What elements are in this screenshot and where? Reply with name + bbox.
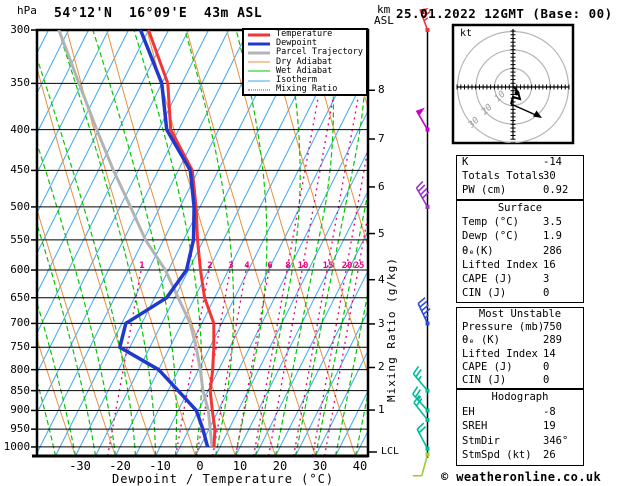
stat-label: CAPE (J) <box>462 273 513 286</box>
stat-label: StmDir <box>462 434 500 447</box>
stat-row <box>457 170 583 184</box>
panel-hodograph-stats <box>456 389 584 466</box>
pressure-tick-label: 500 <box>10 199 31 213</box>
stat-value: 3 <box>543 273 550 286</box>
wind-level-dot <box>426 408 430 412</box>
pressure-unit-label: hPa <box>17 4 37 17</box>
stat-label: SREH <box>462 420 488 433</box>
wind-level-dot <box>426 389 430 393</box>
stat-label: CIN (J) <box>462 374 507 387</box>
km-tick-label: 7 <box>378 132 385 146</box>
stat-row <box>457 434 583 449</box>
panel-title: Surface <box>497 202 543 214</box>
mixing-ratio-tick-label: 6 <box>267 261 273 271</box>
stat-label: Lifted Index <box>462 347 538 360</box>
x-axis-title: Dewpoint / Temperature (°C) <box>112 472 335 486</box>
wind-level-dot <box>426 447 430 451</box>
legend-item <box>244 85 366 94</box>
stat-value: 26 <box>543 449 556 462</box>
copyright: © weatheronline.co.uk <box>441 470 602 484</box>
panel-title: Most Unstable <box>478 308 562 320</box>
temp-tick-label: 30 <box>312 459 328 473</box>
km-tick-label: 2 <box>378 360 385 374</box>
pressure-tick-label: 750 <box>10 340 31 354</box>
legend-line-sample <box>248 51 270 54</box>
wind-barb <box>418 298 430 326</box>
legend-line-sample <box>248 42 270 45</box>
pressure-tick-label: 900 <box>10 403 31 417</box>
stat-label: CAPE (J) <box>462 360 513 373</box>
mixing-ratio-tick-label: 4 <box>244 261 250 271</box>
station-title: 54°12'N 16°09'E 43m ASL <box>54 6 263 21</box>
stat-value: 3.5 <box>543 216 562 229</box>
datetime-title: 25.01.2022 12GMT (Base: 00) <box>396 6 613 21</box>
legend-line-sample <box>248 80 270 81</box>
stat-label: Pressure (mb) <box>462 321 545 334</box>
stat-row <box>457 215 583 229</box>
legend-line-sample <box>248 89 270 90</box>
temp-tick-label: 40 <box>352 459 368 473</box>
pressure-tick-label: 650 <box>10 290 31 304</box>
dewpoint-curve <box>120 30 208 447</box>
stat-row <box>457 405 583 420</box>
stat-row <box>457 244 583 258</box>
hodograph-ring-label: 10 <box>492 89 508 105</box>
mixing-ratio-tick-label: 3 <box>228 261 234 271</box>
temp-tick-label: 10 <box>232 459 248 473</box>
pressure-tick-label: 300 <box>10 23 31 36</box>
wind-level-dot <box>426 28 430 32</box>
legend-item-label: Dewpoint <box>276 38 317 49</box>
stat-row <box>457 184 583 198</box>
stat-value: 289 <box>543 334 562 347</box>
km-tick-label: 1 <box>378 403 385 417</box>
pressure-tick-label: 600 <box>10 263 31 277</box>
legend-line-sample <box>248 62 270 63</box>
temp-tick-label: -20 <box>109 459 131 473</box>
stat-row <box>457 156 583 170</box>
mixing-ratio-line <box>269 86 336 456</box>
temp-tick-label: 20 <box>272 459 288 473</box>
stat-value: 16 <box>543 258 556 271</box>
stat-row <box>457 348 583 361</box>
stat-row <box>457 334 583 347</box>
wind-level-dot <box>426 205 430 209</box>
stat-label: θₑ(K) <box>462 244 494 257</box>
legend-line-sample <box>248 71 270 72</box>
pressure-tick-label: 950 <box>10 422 31 436</box>
stat-value: -8 <box>543 405 556 418</box>
stat-value: -14 <box>543 156 562 168</box>
stat-value: 0 <box>543 374 550 387</box>
mixing-ratio-line <box>236 265 270 456</box>
km-tick-label: 3 <box>378 316 385 330</box>
mixing-ratio-line <box>108 265 142 456</box>
stat-label: CIN (J) <box>462 287 507 300</box>
legend-item-label: Parcel Trajectory <box>276 47 363 58</box>
wind-level-dot <box>426 452 430 456</box>
pressure-tick-label: 700 <box>10 316 31 330</box>
panel-most-unstable <box>456 307 584 389</box>
stat-label: Totals Totals <box>462 169 545 182</box>
pressure-tick-label: 400 <box>10 122 31 136</box>
stat-label: Temp (°C) <box>462 216 519 229</box>
stat-value: 0 <box>543 287 550 300</box>
stat-value: 286 <box>543 244 562 257</box>
km-tick-label: 6 <box>378 179 385 193</box>
stat-row <box>457 272 583 286</box>
stat-label: EH <box>462 405 475 418</box>
mixing-ratio-tick-label: 2 <box>207 261 213 271</box>
legend-item-label: Temperature <box>276 29 333 39</box>
mixing-ratio-tick-label: 1 <box>139 261 145 271</box>
stat-value: 750 <box>543 321 562 334</box>
mixing-ratio-tick-label: 20 <box>341 261 353 271</box>
stat-value: 0.92 <box>543 183 569 196</box>
stat-row <box>457 321 583 334</box>
mixing-ratio-tick-label: 8 <box>285 261 291 271</box>
stat-label: θₑ (K) <box>462 334 500 347</box>
wind-level-dot <box>426 128 430 132</box>
stat-value: 19 <box>543 420 556 433</box>
hodograph-ring-label: 20 <box>479 102 495 118</box>
panel-title: Hodograph <box>491 391 549 403</box>
mixing-ratio-tick-label: 15 <box>322 261 334 271</box>
panel-stats <box>456 155 584 200</box>
stat-row <box>457 286 583 300</box>
asl-unit-label: ASL <box>374 14 394 27</box>
stat-label: Lifted Index <box>462 258 538 271</box>
mixing-ratio-tick-label: 10 <box>297 261 309 271</box>
panel-surface <box>456 200 584 303</box>
mixing-ratio-tick-label: 25 <box>353 261 365 271</box>
stat-value: 14 <box>543 347 556 360</box>
legend-item-label: Isotherm <box>276 74 317 85</box>
wind-level-dot <box>426 321 430 325</box>
stat-value: 30 <box>543 169 556 182</box>
stat-row <box>457 419 583 434</box>
hodograph-unit-label: kt <box>460 28 473 39</box>
km-tick-label: 4 <box>378 272 385 286</box>
pressure-tick-label: 450 <box>10 163 31 177</box>
mixing-ratio-axis-title: Mixing Ratio (g/kg) <box>385 257 398 402</box>
stat-value: 1.9 <box>543 230 562 243</box>
stat-label: Dewp (°C) <box>462 230 519 243</box>
legend-item-label: Mixing Ratio <box>276 84 338 95</box>
pressure-tick-label: 850 <box>10 383 31 397</box>
stat-row <box>457 361 583 374</box>
stat-label: PW (cm) <box>462 183 507 196</box>
km-tick-label: 5 <box>378 226 385 240</box>
temp-tick-label: -30 <box>69 459 91 473</box>
pressure-tick-label: 550 <box>10 232 31 246</box>
hodograph-ring-label: 30 <box>466 115 482 131</box>
lcl-label: LCL <box>381 446 400 457</box>
stat-label: StmSpd (kt) <box>462 449 532 462</box>
legend <box>242 28 368 96</box>
pressure-tick-label: 1000 <box>3 439 31 453</box>
stat-row <box>457 229 583 243</box>
temp-tick-label: -10 <box>149 459 171 473</box>
stat-value: 0 <box>543 360 550 373</box>
temperature-curve <box>149 30 215 447</box>
legend-item-label: Wet Adiabat <box>276 65 333 76</box>
stat-row <box>457 258 583 272</box>
temp-tick-label: 0 <box>196 459 204 473</box>
legend-line-sample <box>248 33 270 36</box>
legend-item-label: Dry Adiabat <box>276 56 333 67</box>
km-tick-label: 8 <box>378 83 385 97</box>
stat-row <box>457 374 583 387</box>
stat-row <box>457 448 583 463</box>
wind-barb <box>413 452 430 475</box>
stat-value: 346° <box>543 434 569 447</box>
stat-label: K <box>462 156 469 168</box>
pressure-tick-label: 800 <box>10 362 31 376</box>
wind-level-dot <box>426 418 430 422</box>
pressure-tick-label: 350 <box>10 76 31 90</box>
hodograph <box>453 25 573 143</box>
km-unit-label: km <box>377 3 391 16</box>
